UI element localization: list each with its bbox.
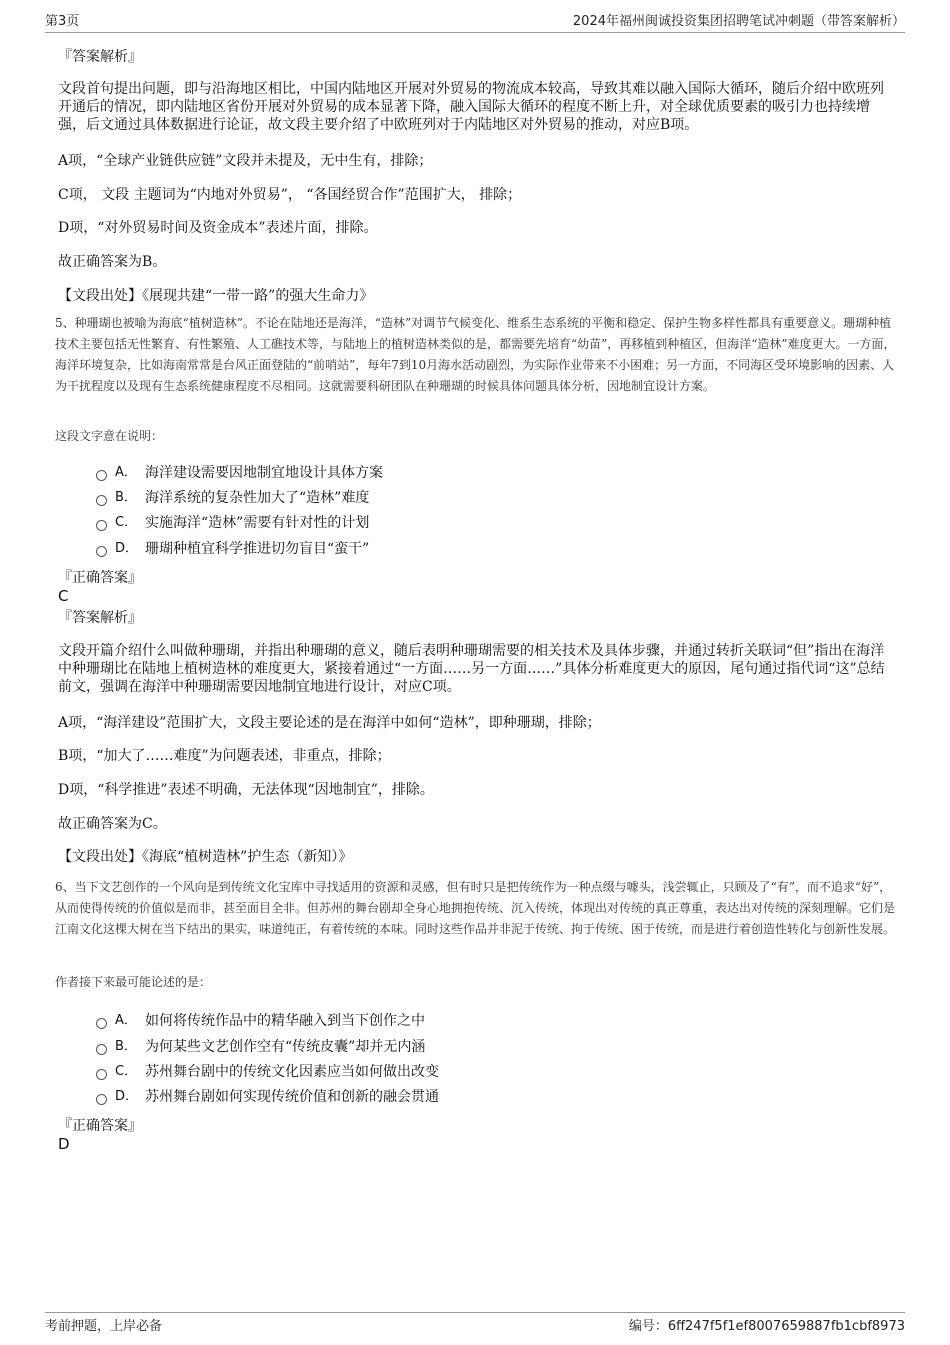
option-text: 珊瑚种植宜科学推进切勿盲目“蛮干”: [145, 541, 370, 557]
option-b[interactable]: [96, 489, 369, 507]
correct-answer: D: [58, 1135, 70, 1153]
option-letter: C．: [115, 1064, 138, 1079]
analysis-heading: 『答案解析』: [58, 610, 142, 626]
footer-slogan: 考前押题，上岸必备: [45, 1319, 163, 1334]
document-title: 2024年福州闽诚投资集团招聘笔试冲刺题（带答案解析）: [572, 14, 905, 29]
radio-icon[interactable]: [96, 1094, 107, 1105]
option-c[interactable]: [96, 1063, 439, 1081]
option-text: 海洋建设需要因地制宜地设计具体方案: [145, 465, 383, 481]
radio-icon[interactable]: [96, 520, 107, 531]
answer-heading: 『正确答案』: [58, 1118, 142, 1134]
conclusion: 故正确答案为C。: [58, 816, 167, 832]
option-text: 苏州舞台剧中的传统文化因素应当如何做出改变: [145, 1064, 439, 1080]
question-prompt: 这段文字意在说明：: [55, 429, 164, 443]
option-d[interactable]: [96, 540, 369, 558]
option-c-note: C项， 文段 主题词为“内地对外贸易”， “各国经贸合作”范围扩大， 排除；: [58, 187, 522, 203]
document-id: 编号：6ff247f5f1ef8007659887fb1cbf8973: [628, 1319, 905, 1334]
option-letter: B．: [115, 490, 137, 505]
radio-icon[interactable]: [96, 1044, 107, 1055]
option-b[interactable]: [96, 1038, 425, 1056]
analysis-heading: 『答案解析』: [58, 49, 142, 65]
radio-icon[interactable]: [96, 546, 107, 557]
option-text: 实施海洋“造林”需要有针对性的计划: [145, 515, 370, 531]
radio-icon[interactable]: [96, 1018, 107, 1029]
option-text: 如何将传统作品中的精华融入到当下创作之中: [145, 1013, 425, 1029]
option-d[interactable]: [96, 1088, 439, 1106]
source-citation: 【文段出处】《展现共建“一带一路”的强大生命力》: [58, 288, 374, 304]
option-b-note: B项，“加大了……难度”为问题表述，非重点，排除；: [58, 748, 391, 764]
option-text: 为何某些文艺创作空有“传统皮囊”却并无内涵: [145, 1039, 426, 1055]
question-prompt: 作者接下来最可能论述的是：: [55, 975, 212, 989]
option-a-note: A项，“全球产业链供应链”文段并未提及，无中生有，排除；: [58, 153, 433, 169]
page-footer: [45, 1312, 905, 1337]
answer-heading: 『正确答案』: [58, 570, 142, 586]
correct-answer: C: [58, 587, 69, 605]
option-letter: D．: [115, 1089, 139, 1104]
radio-icon[interactable]: [96, 1069, 107, 1080]
radio-icon[interactable]: [96, 470, 107, 481]
option-a-note: A项，“海洋建设”范围扩大，文段主要论述的是在海洋中如何“造林”，即种珊瑚，排除；: [58, 715, 601, 731]
option-a[interactable]: [96, 1012, 425, 1030]
option-c[interactable]: [96, 514, 369, 532]
page-header: [45, 10, 905, 33]
option-text: 海洋系统的复杂性加大了“造林”难度: [145, 490, 370, 506]
option-a[interactable]: [96, 464, 383, 482]
page-number: 第3页: [45, 14, 80, 29]
option-letter: B．: [115, 1039, 137, 1054]
analysis-text: 文段首句提出问题，即与沿海地区相比，中国内陆地区开展对外贸易的物流成本较高，导致其难以融入国际大循环，随后介绍中欧班列开通后的情况，即内陆地区省份开展对外贸易的成本显著下降，融入国际大循环的程度不断上升，对全球优质要素的吸引力也持续增强，后文通过具体数据进行论证，故文段主要介绍了中欧班列对于内陆地区对外贸易的推动，对应B项。: [58, 81, 884, 133]
option-letter: A．: [115, 1013, 137, 1028]
analysis-text: 文段开篇介绍什么叫做种珊瑚，并指出种珊瑚的意义，随后表明种珊瑚需要的相关技术及具体步骤，并通过转折关联词“但”指出在海洋中种珊瑚比在陆地上植树造林的难度更大，紧接着通过“一方面……另一方面……”具体分析难度更大的原因，尾句通过指代词“这”总结前文，强调在海洋中种珊瑚需要因地制宜地进行设计，对应C项。: [58, 643, 885, 695]
conclusion: 故正确答案为B。: [58, 254, 167, 270]
option-letter: D．: [115, 541, 139, 556]
option-text: 苏州舞台剧如何实现传统价值和创新的融会贯通: [145, 1089, 439, 1105]
source-citation: 【文段出处】《海底“植树造林”护生态（新知）》: [58, 849, 353, 865]
option-d-note: D项，“对外贸易时间及资金成本”表述片面，排除。: [58, 220, 378, 236]
radio-icon[interactable]: [96, 495, 107, 506]
option-d-note: D项，“科学推进”表述不明确，无法体现“因地制宜”，排除。: [58, 782, 434, 798]
option-letter: A．: [115, 465, 137, 480]
question-stem: 6、当下文艺创作的一个风向是到传统文化宝库中寻找适用的资源和灵感，但有时只是把传统作为一种点缀与噱头，浅尝辄止，只顾及了“有”，而不追求“好”，从而使得传统的价值似是而非，甚至面目全非。但苏州的舞台剧却全身心地拥抱传统、沉入传统，体现出对传统的真正尊重，表达出对传统的深刻理解。它们是江南文化这棵大树在当下结出的果实，味道纯正，有着传统的本味。同时这些作品并非泥于传统、拘于传统、困于传统，而是进行着创造性转化与创新性发展。: [55, 880, 896, 936]
question-stem: 5、种珊瑚也被喻为海底“植树造林”。不论在陆地还是海洋，“造林”对调节气候变化、维系生态系统的平衡和稳定、保护生物多样性都具有重要意义。珊瑚种植技术主要包括无性繁育、有性繁殖、人工礁技术等，与陆地上的植树造林类似的是，都需要先培育“幼苗”，再移植到种植区，但海洋“造林”难度更大。一方面，海洋环境复杂，比如海南常常是台风正面登陆的“前哨站”，每年7到10月海水活动剧烈，为实际作业带来不小困难；另一方面，不同海区受环境影响的因素、人为干扰程度以及现有生态系统健康程度不尽相同。这就需要科研团队在种珊瑚的时候具体问题具体分析，因地制宜设计方案。: [55, 316, 896, 393]
option-letter: C．: [115, 515, 138, 530]
